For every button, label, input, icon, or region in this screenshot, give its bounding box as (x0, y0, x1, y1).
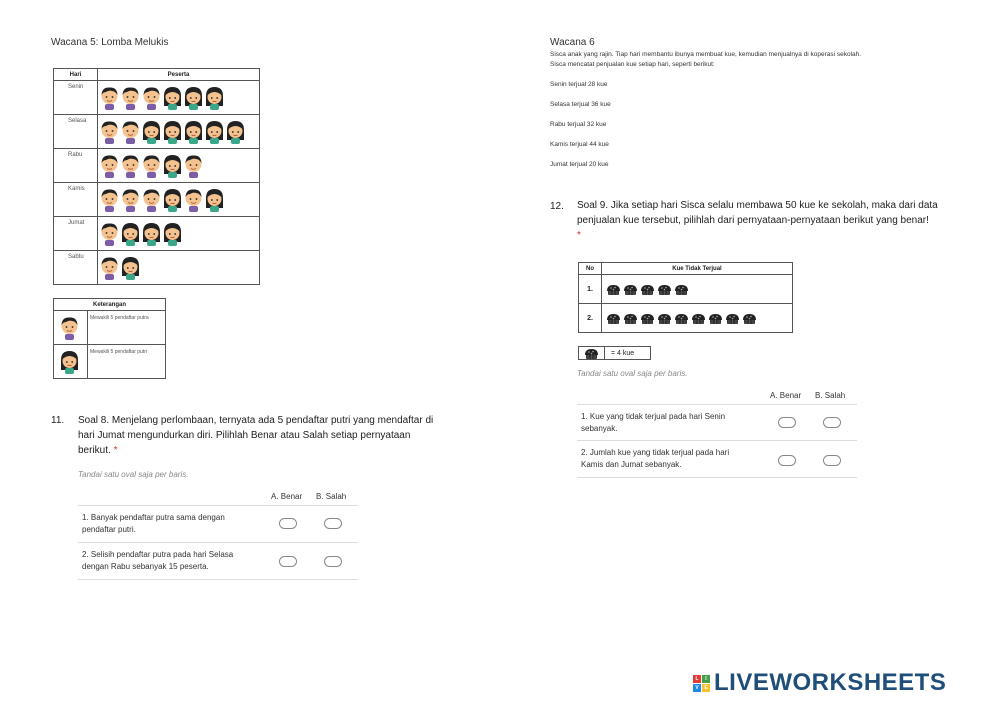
q12-row-1-benar-radio[interactable] (778, 417, 796, 428)
pictograph-faces (98, 183, 260, 217)
cake-icon (725, 312, 740, 325)
q11-row-2-benar-radio[interactable] (279, 556, 297, 567)
cake-legend (578, 346, 651, 360)
cake-icon (606, 283, 621, 296)
pictograph-row (54, 217, 260, 251)
header-unsold: Kue Tidak Terjual (602, 263, 793, 275)
q11-row-2-line2: dengan Rabu sebanyak 15 peserta. (82, 562, 209, 571)
cake-icon (640, 312, 655, 325)
pictograph-row (54, 251, 260, 285)
q11-line2: hari Jumat mengundurkan diri. Pilihlah Benar atau Salah setiap pernyataan (78, 430, 411, 441)
q12-row-2-benar-radio[interactable] (778, 455, 796, 466)
required-marker: * (577, 230, 581, 241)
girl-face-icon (60, 350, 79, 374)
boy-face-icon (142, 188, 161, 212)
cake-legend-text: = 4 kue (611, 349, 635, 357)
pictograph-faces (98, 217, 260, 251)
question-11-number: 11. (51, 415, 65, 426)
girl-face-icon (121, 222, 140, 246)
header-day: Hari (54, 69, 98, 81)
cake-icon (742, 312, 757, 325)
legend-boy-desc: Mewakili 5 pendaftar putra (88, 311, 166, 345)
wacana6-title: Wacana 6 (550, 37, 595, 48)
cake-icon (606, 312, 621, 325)
pictograph-day: Selasa (54, 115, 98, 149)
q12-col-b: B. Salah (815, 391, 846, 400)
q12-row-1-label (581, 411, 761, 435)
boy-face-icon (121, 188, 140, 212)
boy-face-icon (100, 256, 119, 280)
unsold-cake-table (578, 262, 793, 333)
header-participants: Peserta (98, 69, 260, 81)
unsold-cake-icons (602, 304, 793, 333)
cake-icon (691, 312, 706, 325)
legend-girl-desc: Mewakili 5 pendaftar putri (88, 345, 166, 379)
cake-icon (584, 347, 599, 360)
cake-icon (657, 312, 672, 325)
pictograph-day: Sabtu (54, 251, 98, 285)
boy-face-icon (100, 154, 119, 178)
header-no: No (579, 263, 602, 275)
cake-icon (623, 312, 638, 325)
boy-face-icon (100, 86, 119, 110)
boy-face-icon (100, 188, 119, 212)
girl-face-icon (142, 120, 161, 144)
legend-boy-cell (54, 311, 88, 345)
legend-table (53, 298, 166, 379)
pictograph-row (54, 115, 260, 149)
q12-row-1-line1: 1. Kue yang tidak terjual pada hari Senin (581, 412, 726, 421)
unsold-cake-icons (602, 275, 793, 304)
q11-row-1 (78, 505, 358, 542)
girl-face-icon (163, 120, 182, 144)
q11-row-1-label (82, 512, 262, 536)
girl-face-icon (184, 120, 203, 144)
cake-icon (708, 312, 723, 325)
q12-row-2 (577, 440, 857, 478)
q12-line1: Soal 9. Jika setiap hari Sisca selalu membawa 50 kue ke sekolah, maka dari data (577, 200, 938, 211)
q11-row-1-line2: pendaftar putri. (82, 525, 136, 534)
girl-face-icon (142, 222, 161, 246)
pictograph-day: Rabu (54, 149, 98, 183)
sales-2: Selasa terjual 36 kue (550, 101, 611, 108)
q11-hint: Tandai satu oval saja per baris. (78, 470, 189, 479)
boy-face-icon (184, 188, 203, 212)
sales-5: Jumat terjual 20 kue (550, 161, 609, 168)
q12-line2: penjualan kue tersebut, pilihlah dari pernyataan-pernyataan berikut yang benar! (577, 215, 929, 226)
pictograph-faces (98, 149, 260, 183)
cake-icon (640, 283, 655, 296)
q11-col-a: A. Benar (271, 492, 303, 501)
unsold-cake-no: 1. (579, 275, 602, 304)
girl-face-icon (121, 256, 140, 280)
girl-face-icon (163, 222, 182, 246)
boy-face-icon (121, 154, 140, 178)
intro-line2: Sisca mencatat penjualan kue setiap hari, seperti berikut: (550, 61, 715, 68)
unsold-cake-body (579, 275, 793, 333)
liveworksheets-logo (693, 669, 946, 697)
boy-face-icon (142, 154, 161, 178)
pictograph-day: Jumat (54, 217, 98, 251)
q11-row-2-line1: 2. Selisih pendaftar putra pada hari Selasa (82, 550, 234, 559)
pictograph-faces (98, 115, 260, 149)
logo-letter: E (702, 684, 710, 692)
unsold-cake-row (579, 304, 793, 333)
q11-row-2 (78, 542, 358, 580)
q12-row-1-salah-radio[interactable] (823, 417, 841, 428)
q12-col-a: A. Benar (770, 391, 802, 400)
pictograph-body (54, 81, 260, 285)
wacana5-title: Wacana 5: Lomba Melukis (51, 37, 169, 48)
sales-3: Rabu terjual 32 kue (550, 121, 607, 128)
pictograph-row (54, 81, 260, 115)
girl-face-icon (163, 86, 182, 110)
cake-legend-icon-cell (579, 347, 605, 359)
girl-face-icon (184, 86, 203, 110)
legend-header: Keterangan (54, 299, 166, 311)
wacana6-intro (550, 50, 970, 70)
pictograph-row (54, 183, 260, 217)
boy-face-icon (100, 222, 119, 246)
q11-row-1-salah-radio[interactable] (324, 518, 342, 529)
pictograph-row (54, 149, 260, 183)
sales-4: Kamis terjual 44 kue (550, 141, 609, 148)
unsold-cake-row (579, 275, 793, 304)
q11-row-2-label (82, 549, 262, 573)
pictograph-faces (98, 81, 260, 115)
pictograph-day: Senin (54, 81, 98, 115)
logo-text: LIVEWORKSHEETS (714, 669, 947, 696)
girl-face-icon (163, 188, 182, 212)
question-12-text (577, 198, 977, 243)
q11-line1: Soal 8. Menjelang perlombaan, ternyata ada 5 pendaftar putri yang mendaftar di (78, 415, 434, 426)
q11-line3-text: berikut. (78, 445, 111, 456)
boy-face-icon (60, 316, 79, 340)
cake-icon (674, 312, 689, 325)
unsold-cake-no: 2. (579, 304, 602, 333)
question-12-number: 12. (550, 201, 564, 212)
boy-face-icon (142, 86, 161, 110)
q11-row-1-line1: 1. Banyak pendaftar putra sama dengan (82, 513, 225, 522)
logo-letter: I (702, 675, 710, 683)
q12-row-1 (577, 404, 857, 440)
cake-icon (623, 283, 638, 296)
girl-face-icon (205, 86, 224, 110)
q11-line3 (78, 443, 458, 458)
q12-row-1-line2: sebanyak. (581, 424, 618, 433)
cake-icon (657, 283, 672, 296)
girl-face-icon (205, 188, 224, 212)
pictograph-table (53, 68, 260, 285)
girl-face-icon (205, 120, 224, 144)
pictograph-faces (98, 251, 260, 285)
boy-face-icon (121, 120, 140, 144)
sales-1: Senin terjual 28 kue (550, 81, 608, 88)
q11-row-1-benar-radio[interactable] (279, 518, 297, 529)
cake-icon (674, 283, 689, 296)
girl-face-icon (226, 120, 245, 144)
girl-face-icon (163, 154, 182, 178)
boy-face-icon (184, 154, 203, 178)
q12-row-2-line2: Kamis dan Jumat sebanyak. (581, 460, 682, 469)
pictograph-day: Kamis (54, 183, 98, 217)
q12-row-2-salah-radio[interactable] (823, 455, 841, 466)
question-11-text (78, 413, 458, 458)
logo-mark-icon (693, 675, 710, 692)
logo-letter: L (693, 675, 701, 683)
q11-row-2-salah-radio[interactable] (324, 556, 342, 567)
intro-line1: Sisca anak yang rajin. Tiap hari membantu ibunya membuat kue, kemudian menjualnya di koperasi sekolah. (550, 51, 862, 58)
q12-hint: Tandai satu oval saja per baris. (577, 369, 688, 378)
q12-row-2-label (581, 447, 761, 471)
required-marker: * (113, 445, 118, 456)
q11-col-b: B. Salah (316, 492, 347, 501)
legend-girl-cell (54, 345, 88, 379)
q12-row-2-line1: 2. Jumlah kue yang tidak terjual pada hari (581, 448, 730, 457)
boy-face-icon (100, 120, 119, 144)
boy-face-icon (121, 86, 140, 110)
logo-letter: V (693, 684, 701, 692)
